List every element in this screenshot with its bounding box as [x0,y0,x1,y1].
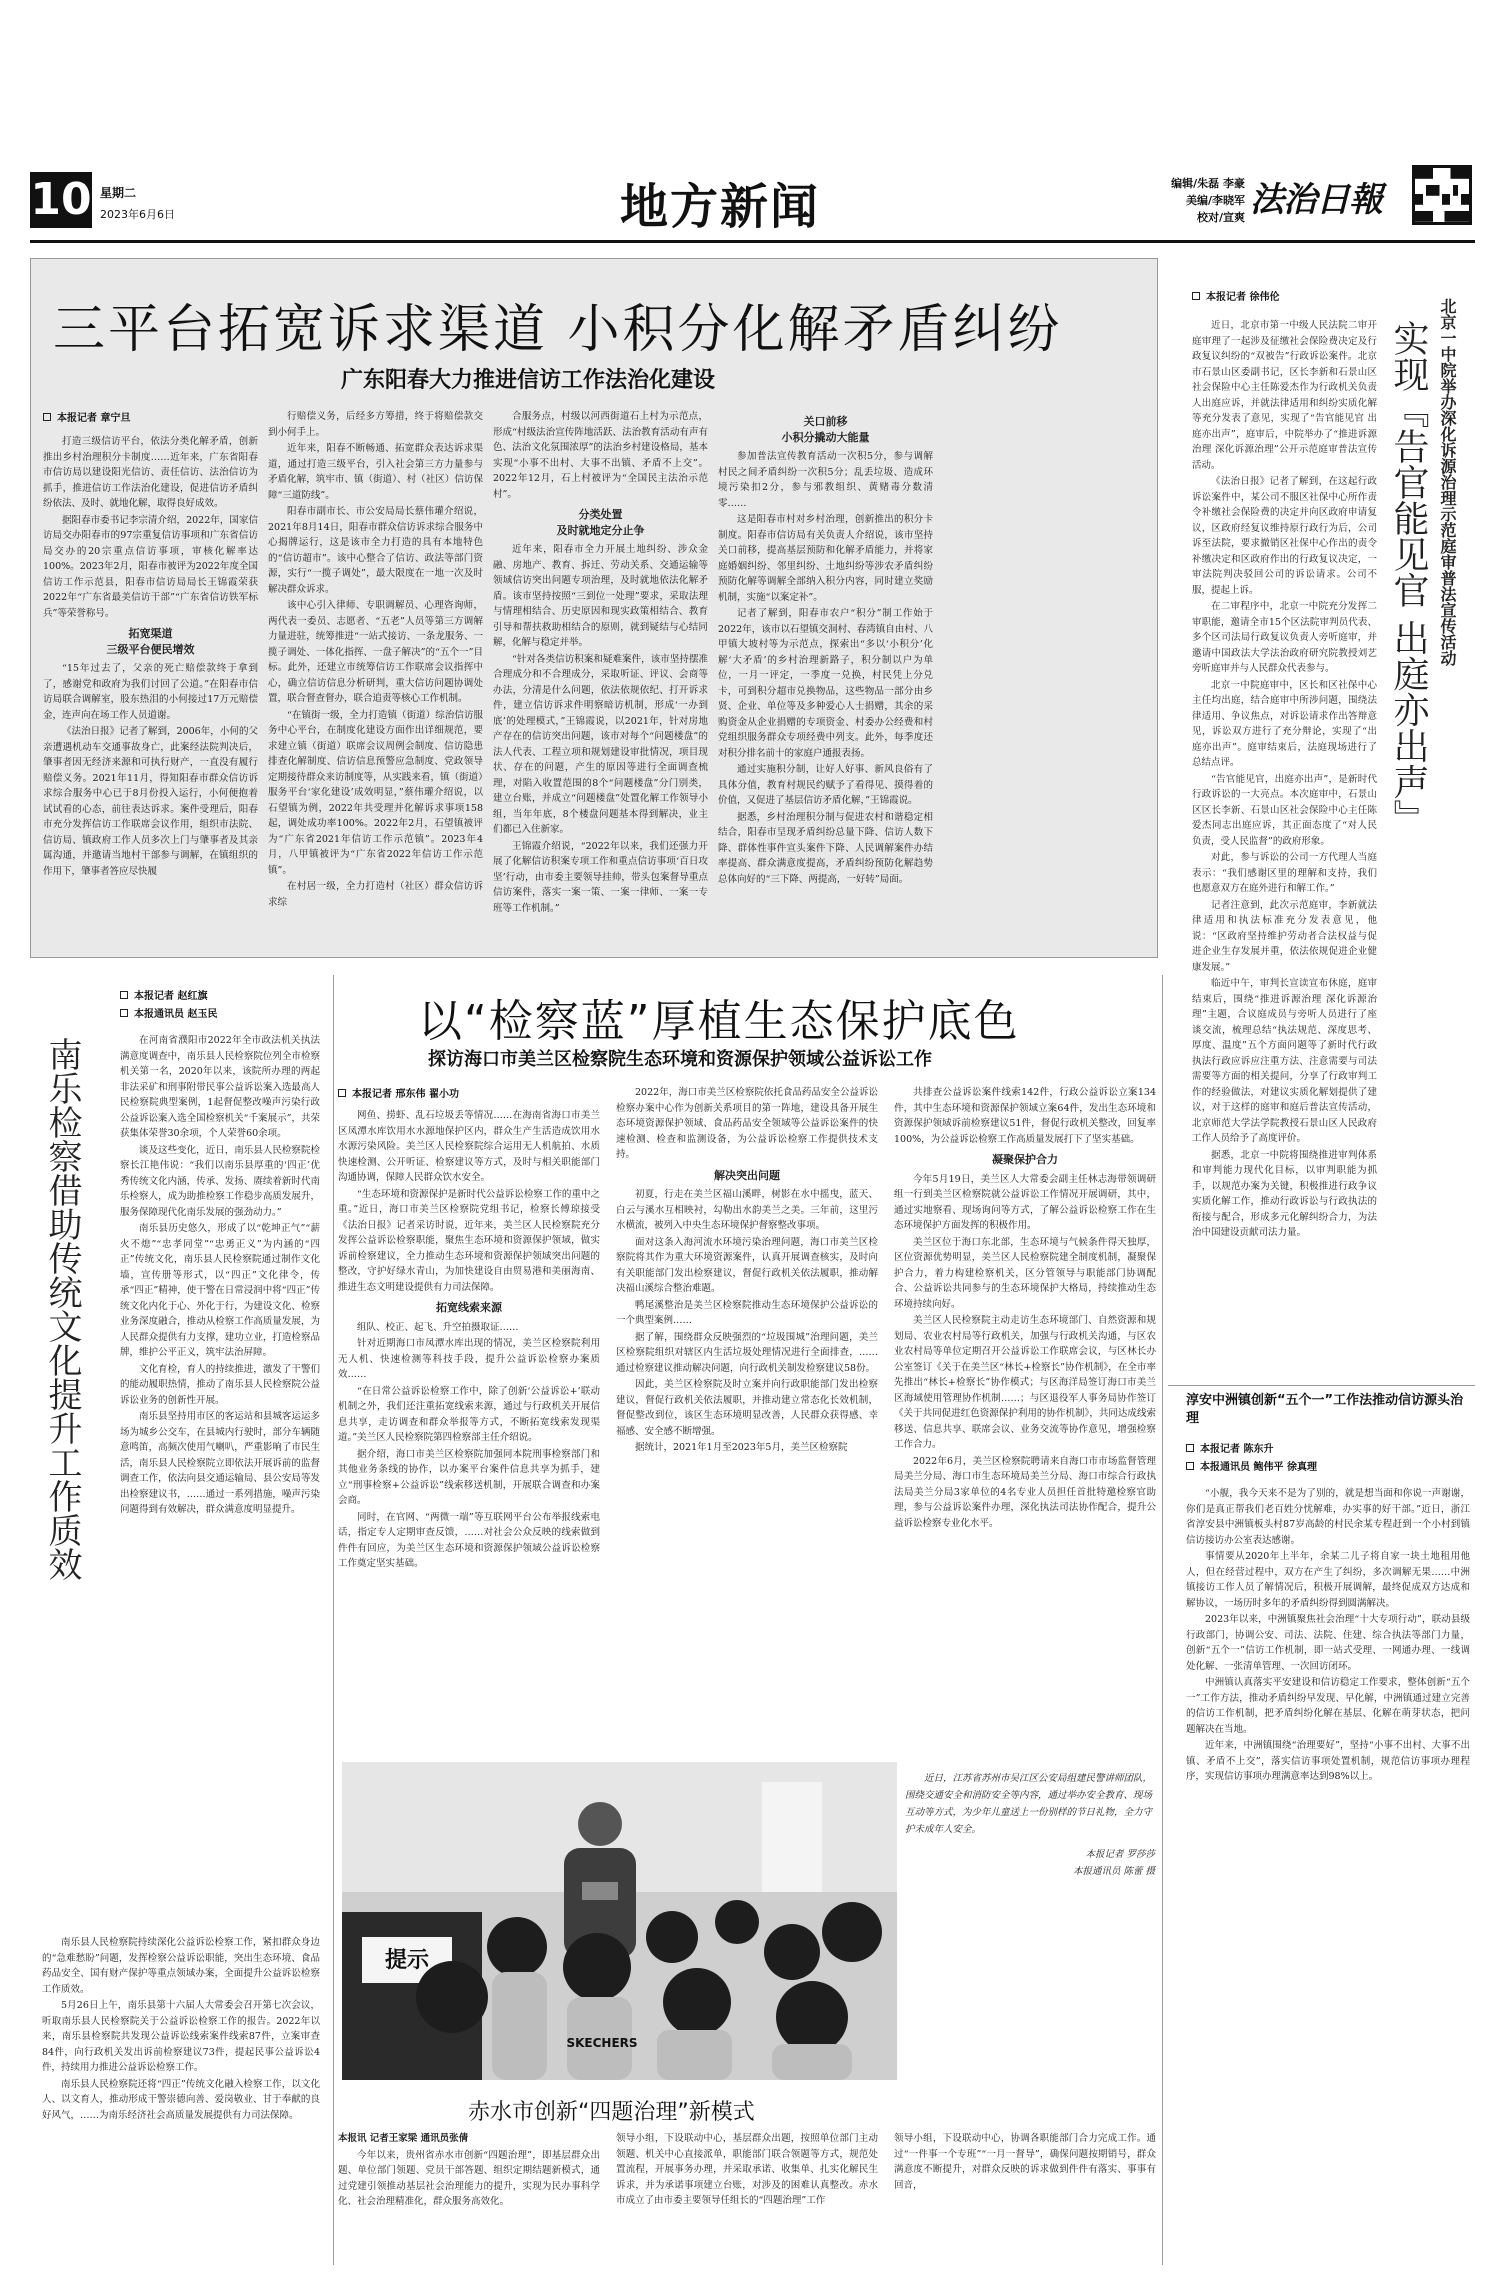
square-icon [1192,292,1200,300]
byline: 本报讯 记者王家梁 通讯员张倩 [338,2133,469,2144]
masthead-logo: 法治日報 [1250,180,1382,220]
photo-caption [905,1770,1155,1880]
square-icon [1186,1462,1194,1470]
caption-text: 近日，江苏省苏州市吴江区公安局组建民警讲师团队，围绕交通安全和消防安全等内容，通过举办安全教育、现场互动等方式，为少年儿童送上一份别样的节日礼物，全力守护未成年人安全。 [905,1773,1153,1835]
vertical-headline: 南乐检察借助传统文化提升工作质效 [42,1037,82,1581]
photo-illustration [342,1762,897,2080]
body-text: “小舰，我今天来不是为了别的，就是想当面和你说一声谢谢，你们是真正帮我们老百姓分忧解难，办实事的好干部。”近日，浙江省淳安县中洲镇板头村87岁高龄的村民余某专程赶到一个小村到镇信访接访办公室表达感谢。 事情要从2020年上半年，余某二儿子将自家一块土地租用他人，但在经营过程中，双方在产生了纠纷，多次调解无果……中洲镇接访工作人员了解情况后，积极开展调解，最终促成双方达成和解协议，一场历时多年的矛盾纠纷得到圆满解决。 2023年以来，中洲镇聚焦社会治理“十大专项行动”，联动县级行政部门，协调公安、司法、法院、住建、综合执法等部门力量，创新“五个一”信访工作机制，即一站式受理、一网通办理、一线调处化解、一张清单管理、一次回访闭环。 中洲镇认真落实平安建设和信访稳定工作要求，整体创新“五个一”工作方法，推动矛盾纠纷早发现、早化解，中洲镇通过建立完善的信访工作机制，把矛盾纠纷化解在基层、化解在萌芽状态，把问题解决在当地。 近年来，中洲镇围绕“治理要好”，坚持“小事不出村、大事不出镇、矛盾不上交”，落实信访事项处置机制，规范信访事项办理程序，实现信访事项办理满意率达到98%以上。 [1186,1488,1470,1782]
editor-line: 编辑/朱磊 李豪 [1171,177,1245,190]
editor-credits [1135,175,1245,226]
col-1 [43,409,258,880]
body-text: 网鱼、捞虾、乱石垃圾丢等情况……在海南省海口市美兰区凤潭水库饮用水水源地保护区内，群众生产生活造成饮用水水源污染风险。美兰区人民检察院综合运用无人机航拍、水质快速检测、公开听证、检察建议等方式，及时与相关职能部门沟通协调，保障人民群众饮水安全。 “生态环境和资源保护是新时代公益诉讼检察工作的重中之重。”近日，海口市美兰区检察院党组书记，检察长傅琼接受《法治日报》记者采访时说，近年来，美兰区人民检察院充分发挥公益诉讼检察职能，聚焦生态环境和资源保护领域，做实诉前检察建议，全力推动生态环境和资源保护领域突出问题的整改，守护好绿水青山，为加快建设自由贸易港和美丽海南、推进生态文明建设提供有力司法保障。 拓宽线索来源 组队、校正、起飞、升空拍摄取证…… 针对近期海口市凤潭水库出现的情况，美兰区检察院利用无人机、快速检测等科技手段，提升公益诉讼检察办案质效…… “在日常公益诉讼检察工作中，除了创新‘公益诉讼+’联动机制之外，我们还注重拓宽线索来源，通过与行政机关开展信息共享，走访调查和群众举报等方式，不断拓宽线索发现渠道。”美兰区人民检察院第四检察部主任介绍说。 据介绍，海口市美兰区检察院加强同本院刑事检察部门和其他业务条线的协作，以办案平台案件信息共享为抓手，建立“刑事检察+公益诉讼”线索移送机制，开展联合调查和办案会商。 同时，在官网、“两微一端”等互联网平台公布举报线索电话，指定专人定期审查反馈，……对社会公众反映的线索做到件件有回应，为美兰区生态环境和资源保护领域公益诉讼检察工作奠定坚实基础。 [338,1110,600,1569]
shirt-text: SKECHERS [566,2036,638,2050]
headline: 淳安中洲镇创新“五个一”工作法推动信访源头治理 [1186,1393,1464,1426]
vertical-subtitle: 北京一中院举办深化诉源治理示范庭审普法宣传活动 [1438,298,1457,666]
byline: 本报记者 章宁旦 [43,409,258,424]
article-guangdong-yangchun [30,258,1158,958]
section-subhead: 分类处置 及时就地定分止争 [556,508,645,537]
headline: 三平台拓宽诉求渠道 小积分化解矛盾纠纷 [53,300,1063,360]
article-beijing-court [1168,258,1475,1238]
vertical-headline: 实现『告官能见官 出庭亦出声』 [1388,320,1429,836]
byline: 本报记者 赵红旗 [120,987,207,1002]
col-3: 共排查公益诉讼案件线索142件，行政公益诉讼立案134件，其中生态环境和资源保护领域立案64件，发出生态环境和资源保护领域诉前检察建议51件，督促行政机关整改，回复率100%，为公益诉讼检察工作高质量发展打下了坚实基础。 凝聚保护合力 今年5月19日，美兰区人大常委会副主任林志海带领调研组一行到美兰区检察院就公益诉讼工作情况开展调研，其中，通过实地察看、现场询问等方式，了解公益诉讼检察工作在生态环境保护方面发挥的积极作用。 美兰区位于海口东北部，生态环境与气候条件得天独厚，区位资源优势明显，美兰区人民检察院建全制度机制，凝聚保护合力，着力构建检察机关，区分管领导与职能部门协调配合、公益诉讼共同参与的生态环境保护大格局，持续推动生态环境持续向好。 美兰区人民检察院主动走访生态环境部门、自然资源和规划局、农业农村局等行政机关，加强与行政机关沟通，与区农业农村局等单位定期召开公益诉讼工作联席会议，与区林长办公室签订《关于在美兰区“林长+检察长”协作机制》，在全市率先推出“林长+检察长”协作模式；与区海洋局签订海口市美兰区海域使用管理协作机制……；与区退役军人事务局协作签订《关于共同促进红色资源保护利用的协作机制》，共同达成线索移送、信息共享、联席会议、业务交流等协作意见，增强检察工作合力。 2022年6月，美兰区检察院聘请来自海口市市场监督管理局美兰分局、海口市生态环境局美兰分局、海口市综合行政执法局美兰分局3家单位的4名专业人员担任首批特邀检察官助理，参与公益诉讼案件办理，深化执法司法协作配合，提升公益诉讼检察专业化水平。 [894,1087,1156,1529]
body-text: 打造三级信访平台，依法分类化解矛盾，创新推出乡村治理积分卡制度……近年来，广东省阳春市信访局以建设阳光信访、责任信访、法治信访为抓手，推进信访工作法治化建设，促进信访矛盾纠纷依法、及时、就地化解，取得良好成效。 据阳春市委书记李宗清介绍，2022年，国家信访局交办阳春市的97宗重复信访事项和广东省信访局交办的20宗重点信访事项，审核化解率达100%。2023年2月，阳春市被评为2022年度全国信访工作示范县，阳春市信访局局长王锦霞荣获2022年“广东省最美信访干部”“广东省信访铁军标兵”等荣誉称号。 拓宽渠道 三级平台便民增效 “15年过去了，父亲的死亡赔偿款终于拿到了，感谢党和政府为我们讨回了公道。”在阳春市信访局联合调解室，股东热泪的小何接过17万元赔偿金，连声向在场工作人员道谢。 《法治日报》记者了解到，2006年，小何的父亲遭遇机动车交通事故身亡，此案经法院判决后，肇事者因无经济来源和可执行财产，一直没有履行赔偿义务。2021年11月，得知阳春市群众信访诉求综合服务中心已于8月份投入运行，小何便抱着试试看的心态，前往表达诉求。案件受理后，阳春市充分发挥信访工作联席会议作用，组织市法院、信访局、镇政府工作人员多次上门与肇事者及其亲属沟通，并邀请当地村干部参与调解，在镇组织的作用下，肇事者答应尽快履 [43,436,258,877]
col-4: 关口前移 小积分撬动大能量 参加普法宣传教育活动一次积5分，参与调解村民之间矛盾纠纷一次积5分；乱丢垃圾、造成环境污染扣2分，参与邪教组织、黄赌毒分数清零…… 这是阳春市村对乡村治理，创新推出的积分卡制度。阳春市信访局有关负责人介绍说，该市坚持关口前移，提高基层预防和化解矛盾能力，并将家庭婚姻纠纷、邻里纠纷、土地纠纷等涉农矛盾纠纷预防化解等调解全部纳入积分内容，同时建立奖励机制，实施“以案定补”。 记者了解到，阳春市农户“积分”制工作始于2022年，该市以石望镇交洞村、春湾镇自由村、八甲镇大坡村等为示范点，探索出“多以‘小积分’化解‘大矛盾’的乡村治理新路子，积分制以户为单位，一月一评定，一季度一兑换，村民凭上分兑卡，可到积分超市兑换物品，这些物品一部分由乡贤、企业、单位等及多种爱心人士捐赠，其余的采购资金从企业捐赠的专项资金、村委办公经费和村党组织服务群众专项经费中列支。此外，每季度还对积分排名前十的家庭户通报表扬。 通过实施积分制，让好人好事、新风良俗有了具体分值，教育村规民约赋予了看得见、摸得着的价值，又促进了基层信访矛盾化解，”王锦霞说。 据悉，乡村治理积分制与促进农村和谐稳定相结合，阳春市呈现矛盾纠纷总量下降、信访人数下降、群体性事件宣头案件下降、人民调解案件办结率提高、群众满意度提高，矛盾纠纷预防化解趋势总体向好的“三下降、两提高，一好转”局面。 [718,415,933,885]
byline: 本报通讯员 赵玉民 [120,1005,217,1020]
section-subhead: 解决突出问题 [714,1168,780,1182]
editor-line: 美编/李晓军 [1185,194,1245,207]
issue-date: 2023年6月6日 [100,208,175,221]
editor-line: 校对/宣爽 [1196,211,1245,224]
headline: 赤水市创新“四题治理”新模式 [468,2100,755,2125]
section-subhead: 拓宽线索来源 [436,1301,502,1314]
square-icon [43,413,51,421]
news-photo [342,1762,897,2080]
col-3: 合服务点，村级以河西街道石上村为示范点，形成“村级法治宣传阵地活跃、法治教育活动有声有色、法治文化氛围浓厚”的法治乡村建设格局，基本实现“小事不出村、大事不出镇、矛盾不上交”。2022年12月，石上村被评为“全国民主法治示范村”。 分类处置 及时就地定分止争 近年来，阳春市全力开展土地纠纷、涉众金融、房地产、教育、拆迁、劳动关系、交通运输等领域信访突出问题专项治理，及时就地依法化解矛盾。该市坚持按照“三到位一处理”要求，采取法理与情理相结合、历史原因和现实政策相结合、教育引导和帮扶救助相结合的原则，就到疑结与心结同解，化解与稳定并举。 “针对各类信访积案和疑难案件，该市坚持摆准合理成分和不合理成分，采取听证、评议、会商等办法，分清是什么问题，依法依规依纪、打开诉求件，建立信访诉求件明察暗访机制，形成‘一办到底’的处理模式，”王锦霞说，以2021年，针对房地产存在的信访突出问题，该市对每个“问题楼盘”的法人代表、工程立项和规划建设审批情况，项目现状、存在的问题，产生的原因等进行全面调查梳理，对陷入收置范围的8个“问题楼盘”分门别类，建立台账，并成立“问题楼盘”处置化解工作领导小组，当年年底，8个楼盘问题基本得到解决，业主们都已入住新家。 王锦霞介绍说，“2022年以来，我们还强力开展了化解信访积案专项工作和重点信访事项‘百日攻坚’行动，由市委主要领导挂帅，带头包案督导重点信访案件，落实一案一策、一案一律师、一案一专班等工作机制。” [493,411,708,914]
byline: 本报记者 徐伟伦 [1192,288,1279,303]
col-1 [338,1085,600,1728]
col-3: 领导小组，下设联动中心，协调各职能部门合力完成工作。通过“一件事一个专班”“一月一督导”，确保问题按期销号，群众满意度不断提升，对群众反映的诉求做到件件有落实、事事有回音， [894,2133,1156,2191]
column-divider [333,975,334,2265]
col-2: 领导小组，下设联动中心，基层群众出题，按照单位部门主动领题、机关中心直接派单，职能部门联合领题等方式，规范处置流程，开展事务办理，并采取承诺、收集单、扎实化解民生诉求，并为承诺事项建立台账，对涉及的困难认真整改。赤水市成立了由市委主要领导任组长的“四题治理”工作 [616,2133,878,2206]
col-2: 行赔偿义务，后经多方筹措，终于将赔偿款交到小何手上。 近年来，阳春不断畅通、拓宽群众表达诉求渠道，通过打造三级平台，引入社会第三方力量参与矛盾化解，筑牢市、镇（街道）、村（社区）信访保障“三道防线”。 阳春市副市长、市公安局局长蔡伟瓘介绍说，2021年8月14日，阳春市群众信访诉求综合服务中心揭牌运行，这是该市全力打造的具有本地特色的“信访超市”。该中心整合了信访、政法等部门资源，实行“一揽子调处”，最大限度在一地一次及时解决群众诉求。 该中心引入律师、专职调解员、心理咨询师，两代表一委员、志愿者、“五老”人员等第三方调解力量进驻，统筹推进“一站式接访、一条龙服务、一揽子调处、一体化指挥、一盘子解决”的“五个一”目标。此外，还建立市统筹信访工作联席会议指挥中心，确立信访信息分析研判，重大信访问题协调处置，联合督查督办，联合追责等核心工作机制。 “在镇街一级，全力打造镇（街道）综治信访服务中心平台，在制度化建设方面作出详细规范，要求建立镇（街道）联席会议周例会制度、信访隐患排查化解制度、信访信息预警应急制度、党政领导定期接待群众来访制度等，从实践来看，镇（街道）服务平台‘家化建设’成效明显，”蔡伟瓘介绍说，以石望镇为例，2022年共受理并化解诉求事项158起，调处成功率100%。2022年2月，石望镇被评为“广东省2021年信访工作示范镇”。2023年4月，八甲镇被评为“广东省2022年信访工作示范镇”。 在村居一级，全力打造村（社区）群众信访诉求综 [268,411,483,908]
page-number-box: 10 [30,172,92,228]
section-title: 地方新闻 [620,179,821,235]
qr-code-icon [1412,165,1472,225]
square-icon [120,1009,128,1017]
section-divider [1168,1385,1475,1386]
body-text: 近日，北京市第一中级人民法院二审开庭审理了一起涉及征缴社会保险费决定及行政复议纠纷的“双被告”行政诉讼案件。北京市石景山区委副书记，区长李新和石景山区社会保险中心主任陈爱杰作为行政机关负责人出庭应诉，并就法律适用和纠纷实质化解等充分发表了意见，实现了“告官能见官 出庭亦出声”，庭审后，中院举办了“推进诉源治理 深化诉源治理”公开示范庭审普法宣传活动。 《法治日报》记者了解到，在这起行政诉讼案件中，某公司不服区社保中心所作责令补缴社会保险费的决定并向区政府申请复议，区政府经复议维持原行政行为后，公司诉至法院，要求撤销区社保中心作出的责令补缴决定和区政府作出的行政复议决定，一审法院判决驳回公司的诉讼请求。公司不服，提起上诉。 在二审程序中，北京一中院充分发挥二审职能，邀请全市15个区法院审判员代表、多个区司法局行政复议负责人旁听庭审，并邀请中国政法大学法治政府研究院教授刘艺旁听庭审并与人民群众代表参与。 北京一中院庭审中，区长和区社保中心主任均出庭，结合庭审中所涉问题，围绕法律适用、争议焦点，对诉讼请求作出答辩意见，诉讼双方进行了充分辩论，实现了“出庭亦出声”。庭审结束后，法庭现场进行了总结点评。 “告官能见官，出庭亦出声”，是新时代行政诉讼的一大亮点。本次庭审中，石景山区区长李新、石景山区社会保险中心主任陈爱杰同志出庭应诉，其正面态度了“对人民负责，受人民监督”的政府形象。 对此，参与诉讼的公司一方代理人当庭表示：“我们感谢区里的理解和支持，我们也愿意双方在庭外进行和解工作。” 记者注意到，此次示范庭审，李新就法律适用和执法标准充分发表意见，他说：“区政府坚持维护劳动者合法权益与促进企业生存发展并重，依法依规促进企业健康发展。” 临近中午，审判长宣读宣布休庭，庭审结束后，围绕“推进诉源治理 深化诉源治理”主题，合议庭成员与旁听人员进行了座谈交流，梳理总结“执法规范、深度思考、厚度、温度”五个方面问题等了新时代行政执法行政应诉应注重方法、注意需要与司法需要等方面的相关提问，分享了行政审判工作的经验做法，对建议实质化解划提供了建议，对于这样的庭审和庭后普法宣传活动，北京师范大学法学院教授石景山区人民政府工作人员给予了高度评价。 据悉，北京一中院将围绕推进审判体系和审判能力现代化目标，以审判职能为抓手，以规范办案为关键，积极推进行政争议实质化解工作，推动行政诉讼与行政执法的衔接与配合，形成多元化解纠纷合力，为法治中国建设贡献司法力量。 [1192,320,1377,1238]
photo-credit: 本报记者 罗莎莎 [1085,1849,1155,1860]
col-2: 2022年，海口市美兰区检察院依托食品药品安全公益诉讼检察办案中心作为创新关系项目的第一阵地，建设具备开展生态环境资源保护领域、食品药品安全领域等公益诉讼案件的快速检测、检查和监测设备，为公益诉讼检察工作提供技术支持。 解决突出问题 初夏，行走在美兰区福山溪畔，树影在水中摇曳，蓝天、白云与溪水互相映衬，勾勒出水韵美兰之美。三年前，这里污水横流，被列入中央生态环境保护督察整改事项。 面对这条入海河流水环境污染治理问题，海口市美兰区检察院将其作为重大环境资源案件，认真开展调查核实，及时向有关职能部门发出检察建议，督促行政机关依法履职，推动解决福山溪综合整治难题。 鸭尾溪整治是美兰区检察院推动生态环境保护公益诉讼的一个典型案例…… 据了解，围绕群众反映强烈的“垃圾围城”治理问题，美兰区检察院组织对辖区内生活垃圾处理情况进行全面排查，……通过检察建议推动解决问题，向行政机关制发检察建议58份。 因此，美兰区检察院及时立案并向行政职能部门发出检察建议，督促行政机关依法履职，并推动建立常态化长效机制，督促整改到位，该区生态环境明显改善，人民群众获得感、幸福感、安全感不断增强。 据统计，2021年1月至2023年5月，美兰区检察院 [616,1087,878,1453]
headline: 以“检察蓝”厚植生态保护底色 [418,996,1020,1047]
section-subhead: 拓宽渠道 三级平台便民增效 [106,627,195,656]
weekday: 星期二 [100,186,137,200]
page-header [0,0,1500,258]
column-divider [1162,975,1163,2265]
sign-text: 提示 [384,1948,430,1973]
section-subhead: 关口前移 小积分撬动大能量 [781,415,870,444]
byline: 本报通讯员 鲍伟平 徐真理 [1186,1458,1317,1473]
col-1: 本报讯 记者王家梁 通讯员张倩 今年以来，贵州省赤水市创新“四题治理”，即基层群众出题、单位部门领题、党员干部答题、组织定期结题新模式，通过党建引领推动基层社会治理能力的提升，实现为民办事科学化、社会治理精准化，群众服务高效化。 [338,2133,600,2207]
header-rule [30,240,1475,243]
subheadline: 广东阳春大力推进信访工作法治化建设 [341,368,716,393]
square-icon [120,991,128,999]
body-text-upper: 在河南省濮阳市2022年全市政法机关执法满意度调查中，南乐县人民检察院位列全市检察机关第一名，2020年以来，该院所办理的两起非法采矿和刑事附带民事公益诉讼案入选最高人民检察院典型案例，1起督促整改噪声污染行政公益诉讼案入选全国检察机关“千案展示”，共荣获集体荣誉30余项，个人荣誉60余项。 谈及这些变化，近日，南乐县人民检察院检察长江艳伟说：“我们以南乐县厚重的‘四正’优秀传统文化内涵，传承、发扬、赓续着新时代南乐检察人，成为助推检察工作稳步高质发展升，服务保障现代化南乐发展的强劲动力。” 南乐县历史悠久，形成了以“乾坤正气”“薪火不熄”“忠孝同堂”“忠勇正义”为内涵的“四正”传统文化，南乐县人民检察院通过制作文化墙，宣传册等形式，以“四正”文化律令，传承“四正”精神，使干警在日常浸润中将“四正”传统文化内化于心、外化于行，为建设文化、检察业务深度融合，推动从检察工作高质量发展，为人民群众提供有力支撑，建功立业，打造检察品牌，维护公平正义，筑牢法治屏障。 文化育检，育人的持续推进，激发了干警们的能动履职热情，推动了南乐县人民检察院公益诉讼业务的创新性开展。 南乐县坚持用市区的客运站和县城客运运多场为城乡公交车，在县城内行驶时，部分车辆随意鸣笛，高频次使用气喇叭，严重影响了市民生活，南乐县人民检察院立即依法开展诉前的监督调查工作，依法向县交通运输局、县公安局等发出检察建议书，……通过一系列措施，噪声污染问题得到有效解决，群众满意度明显提升。 [120,1035,320,1515]
subheadline: 探访海口市美兰区检察院生态环境和资源保护领域公益诉讼工作 [428,1049,932,1070]
square-icon [338,1089,346,1097]
square-icon [1186,1444,1194,1452]
photo-credit: 本报通讯员 陈蕾 摄 [1072,1866,1155,1877]
section-subhead: 凝聚保护合力 [992,1153,1058,1166]
body-text-lower: 南乐县人民检察院持续深化公益诉讼检察工作，紧扣群众身边的“急难愁盼”问题，发挥检察公益诉讼职能，突出生态环境、食品药品安全、国有财产保护等重点领域办案，全面提升公益诉讼检察工作质效。 5月26日上午，南乐县第十六届人大常委会召开第七次会议，听取南乐县人民检察院关于公益诉讼检察工作的报告。2022年以来，南乐县检察院共发现公益诉讼线索案件线索87件，立案审查84件，向行政机关发出诉前检察建议73件，提起民事公益诉讼4件，持续用力推进公益诉讼检察工作。 南乐县人民检察院还将“四正”传统文化融入检察工作，以文化人、以文育人，推动形成干警崇德向善、爱岗敬业、甘于奉献的良好风气，……为南乐经济社会高质量发展提供有力司法保障。 [42,1937,320,2121]
byline: 本报记者 邢东伟 翟小功 [338,1085,600,1100]
article-nanle-procuratorate [30,975,328,2265]
byline: 本报记者 陈东升 [1186,1440,1273,1455]
article-haikou-meilan [338,985,1156,1745]
article-chunan-zhongzhou [1168,1392,1475,2265]
article-chishui [338,2095,1156,2265]
